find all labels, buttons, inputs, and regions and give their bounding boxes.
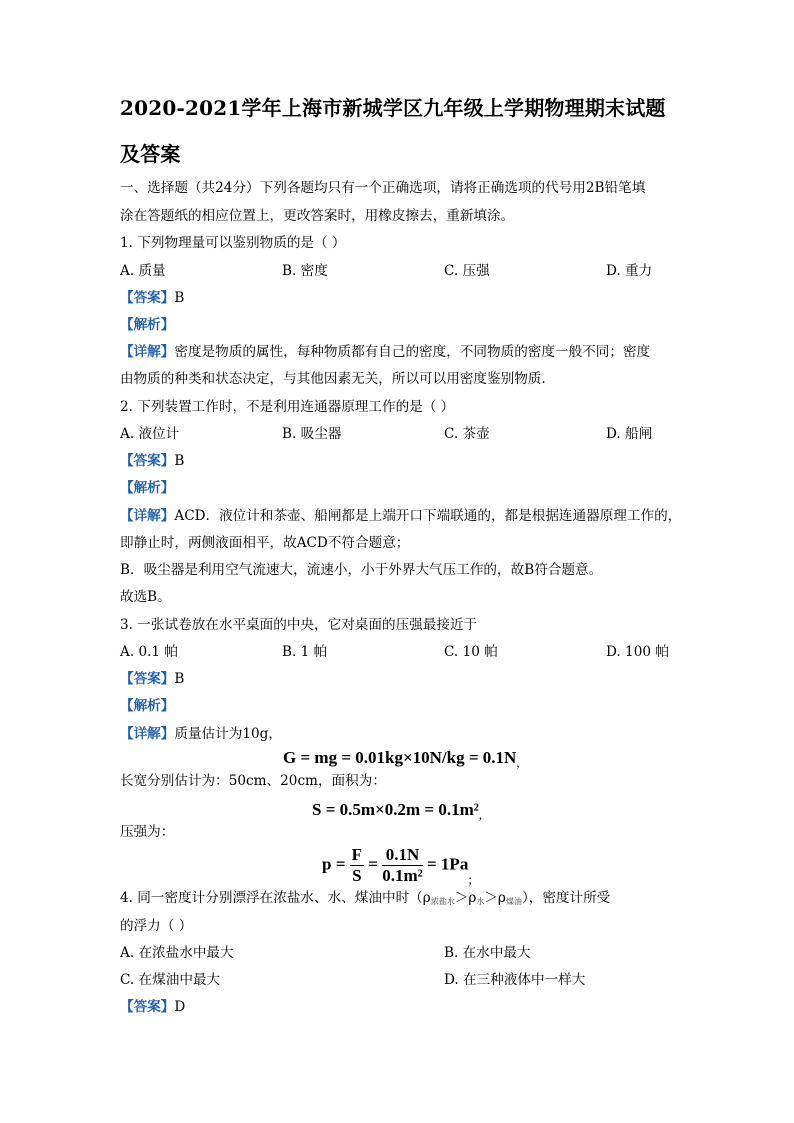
rho-sub-brine: 浓盐水 <box>430 897 455 906</box>
formula-pressure-lhs: p = <box>322 854 346 874</box>
formula-pressure-rhs: = 1Pa <box>427 854 469 874</box>
q1-answer-value: B <box>174 290 185 306</box>
formula-gravity-expr: G = mg = 0.01kg×10N/kg = 0.1N <box>283 748 517 767</box>
q2-answer <box>120 451 184 471</box>
q3-option-b: B. 1 帕 <box>282 644 328 660</box>
q4-stem-end: ），密度计所受 <box>521 890 611 906</box>
q2-option-a: A. 液位计 <box>120 426 180 442</box>
q4-option-d: D. 在三种液体中一样大 <box>444 972 586 988</box>
detail-tag: 【详解】 <box>120 508 175 524</box>
fraction-numerator-f: F <box>351 845 363 864</box>
q3-detail-line-1 <box>120 724 282 744</box>
formula-area <box>312 800 482 823</box>
q1-answer <box>120 288 184 308</box>
analysis-tag: 【解析】 <box>120 480 175 496</box>
section-heading-cont: 涂在答题纸的相应位置上，更改答案时，用橡皮擦去，重新填涂。 <box>120 208 515 224</box>
q4-stem-line-1 <box>120 888 610 912</box>
q4-stem-text: 4. 同一密度计分别漂浮在浓盐水、水、煤油中时（ρ <box>120 890 431 906</box>
formula-gravity <box>283 748 520 771</box>
q3-option-c: C. 10 帕 <box>444 644 498 660</box>
document-title-line-1: 2020-2021学年上海市新城学区九年级上学期物理期末试题 <box>120 96 666 120</box>
rho-sub-water: 水 <box>476 897 485 906</box>
fraction-denominator-value: 0.1m² <box>382 866 423 885</box>
q1-detail-line-2: 由物质的种类和状态决定，与其他因素无关，所以可以用密度鉴别物质. <box>120 371 546 387</box>
q2-detail-line-2: 即静止时，两侧液面相平，故ACD不符合题意； <box>120 535 410 551</box>
q2-detail-line-3: B．吸尘器是利用空气流速大，流速小，小于外界大气压工作的，故B符合题意。 <box>120 562 603 578</box>
answer-tag: 【答案】 <box>120 290 175 306</box>
q4-answer-value: D <box>174 999 186 1015</box>
fraction-values <box>382 845 423 886</box>
detail-tag: 【详解】 <box>120 726 175 742</box>
q2-option-b: B. 吸尘器 <box>282 426 342 442</box>
q2-detail-text-1: ACD．液位计和茶壶、船闸都是上端开口下端联通的，都是根据连通器原理工作的， <box>174 508 682 524</box>
formula-pressure-end: ; <box>468 871 472 887</box>
q2-answer-value: B <box>174 453 185 469</box>
q3-option-a: A. 0.1 帕 <box>120 644 178 660</box>
section-heading: 一、选择题（共24分）下列各题均只有一个正确选项，请将正确选项的代号用2B铅笔填 <box>120 180 646 196</box>
answer-tag: 【答案】 <box>120 671 175 687</box>
q1-detail-text-1: 密度是物质的属性，每种物质都有自己的密度，不同物质的密度一般不同；密度 <box>174 344 651 360</box>
q4-answer <box>120 997 185 1017</box>
q4-gt-2: ＞ρ <box>484 890 506 906</box>
q2-analysis <box>120 478 174 498</box>
formula-pressure-eq: = <box>368 854 378 874</box>
fraction-f-over-s <box>350 845 364 886</box>
q3-detail-text-1: 质量估计为10g， <box>174 726 282 742</box>
q1-option-b: B. 密度 <box>282 263 328 279</box>
q1-detail-line-1 <box>120 342 650 362</box>
q1-analysis <box>120 315 174 335</box>
fraction-numerator-value: 0.1N <box>382 845 423 866</box>
formula-area-end: , <box>478 807 483 822</box>
q3-stem: 3. 一张试卷放在水平桌面的中央，它对桌面的压强最接近于 <box>120 617 478 633</box>
q4-option-c: C. 在煤油中最大 <box>120 972 221 988</box>
q2-detail-line-1 <box>120 506 681 526</box>
q1-option-d: D. 重力 <box>606 263 653 279</box>
q4-option-a: A. 在浓盐水中最大 <box>120 945 234 961</box>
analysis-tag: 【解析】 <box>120 317 175 333</box>
q3-option-d: D. 100 帕 <box>606 644 669 660</box>
formula-area-expr: S = 0.5m×0.2m = 0.1m² <box>312 800 479 819</box>
fraction-denominator-s: S <box>352 866 362 885</box>
q2-conclusion: 故选B。 <box>120 589 171 605</box>
q3-analysis <box>120 696 174 716</box>
q4-gt-1: ＞ρ <box>454 890 477 906</box>
q3-size-line: 长宽分别估计为：50cm、20cm，面积为： <box>120 773 386 789</box>
answer-tag: 【答案】 <box>120 453 175 469</box>
q1-stem: 1. 下列物理量可以鉴别物质的是（ ） <box>120 235 346 251</box>
q4-option-b: B. 在水中最大 <box>444 945 531 961</box>
q4-stem-line-2: 的浮力（ ） <box>120 918 193 934</box>
q1-option-a: A. 质量 <box>120 263 166 279</box>
q1-option-c: C. 压强 <box>444 263 490 279</box>
formula-gravity-end: , <box>516 755 520 770</box>
detail-tag: 【详解】 <box>120 344 175 360</box>
q2-option-d: D. 船闸 <box>606 426 653 442</box>
q2-stem: 2. 下列装置工作时，不是利用连通器原理工作的是（ ） <box>120 399 455 415</box>
document-title-line-2: 及答案 <box>120 142 181 166</box>
q3-answer <box>120 669 184 689</box>
q2-option-c: C. 茶壶 <box>444 426 490 442</box>
answer-tag: 【答案】 <box>120 999 175 1015</box>
q3-pressure-line: 压强为： <box>120 824 175 840</box>
analysis-tag: 【解析】 <box>120 698 175 714</box>
formula-pressure <box>322 845 472 887</box>
q3-answer-value: B <box>174 671 185 687</box>
rho-sub-kerosene: 煤油 <box>505 897 522 906</box>
